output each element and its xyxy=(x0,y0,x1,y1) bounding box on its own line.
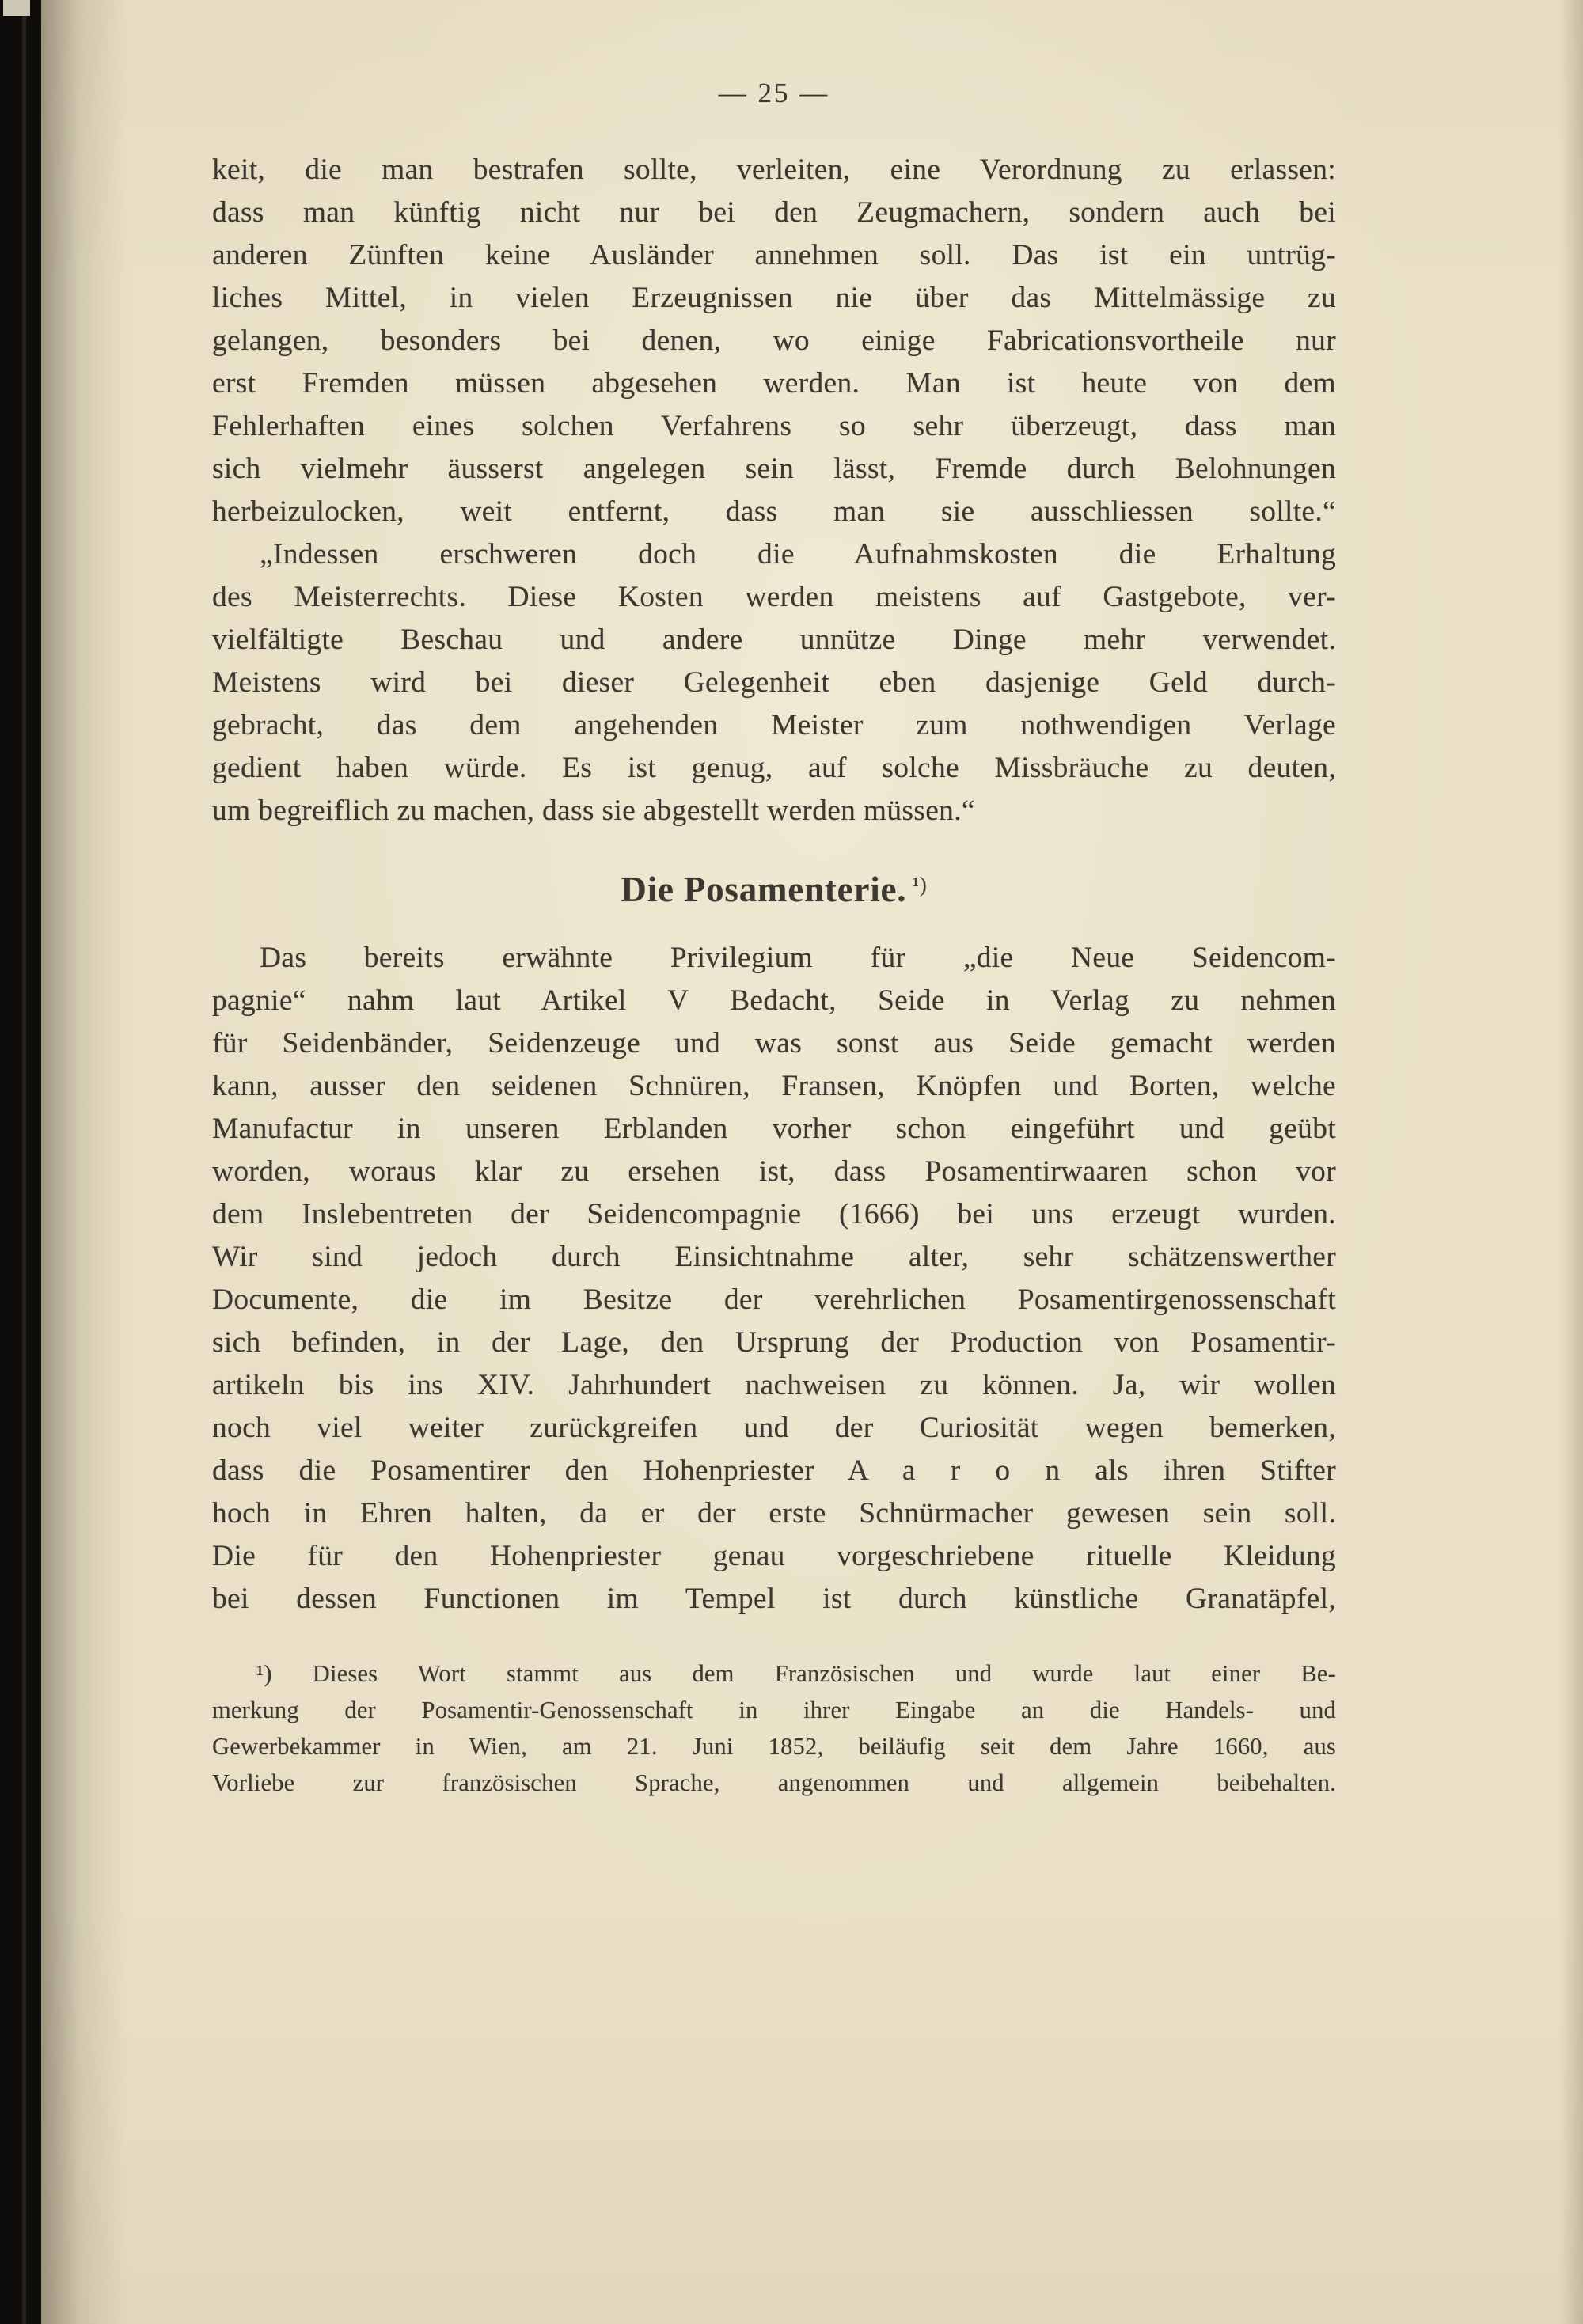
text-line: gedient haben würde. Es ist genug, auf solche Missbräuche zu deuten, xyxy=(212,752,1336,784)
text-line: vielfältigte Beschau und andere unnütze Dinge mehr verwendet. xyxy=(212,624,1336,656)
footnote-reference-mark: ¹) xyxy=(906,873,928,897)
text-line: hoch in Ehren halten, da er der erste Schnürmacher gewesen sein soll. xyxy=(212,1497,1336,1530)
page-number: — 25 — xyxy=(718,78,830,108)
text-line: für Seidenbänder, Seidenzeuge und was sonst aus Seide gemacht werden xyxy=(212,1027,1336,1060)
text-line: kann, ausser den seidenen Schnüren, Fransen, Knöpfen und Borten, welche xyxy=(212,1070,1336,1102)
text-line: Meistens wird bei dieser Gelegenheit eben dasjenige Geld durch- xyxy=(212,666,1336,699)
text-line: dem Inslebentreten der Seidencompagnie (1666) bei uns erzeugt wurden. xyxy=(212,1198,1336,1230)
text-line: um begreiflich zu machen, dass sie abgestellt werden müssen.“ xyxy=(212,794,975,827)
text-line: worden, woraus klar zu ersehen ist, dass Posamentirwaaren schon vor xyxy=(212,1155,1336,1188)
text-line: pagnie“ nahm laut Artikel V Bedacht, Seide in Verlag zu nehmen xyxy=(212,984,1336,1017)
text-line: dass die Posamentirer den Hohenpriester A a r o n als ihren Stifter xyxy=(212,1454,1336,1487)
text-line: Vorliebe zur französischen Sprache, angenommen und allgemein beibehalten. xyxy=(212,1769,1336,1796)
text-line: Das bereits erwähnte Privilegium für „die Neue Seidencom- xyxy=(260,942,1336,974)
text-line: noch viel weiter zurückgreifen und der Curiosität wegen bemerken, xyxy=(212,1412,1336,1444)
text-line: artikeln bis ins XIV. Jahrhundert nachweisen zu können. Ja, wir wollen xyxy=(212,1369,1336,1401)
body-paragraph xyxy=(212,149,1336,533)
text-line: ¹) Dieses Wort stammt aus dem Französischen und wurde laut einer Be- xyxy=(256,1660,1336,1687)
text-line: anderen Zünften keine Ausländer annehmen soll. Das ist ein untrüg- xyxy=(212,239,1336,271)
text-line: sich befinden, in der Lage, den Ursprung der Production von Posamentir- xyxy=(212,1326,1336,1359)
body-paragraph xyxy=(212,937,1336,1621)
body-paragraph xyxy=(212,533,1336,832)
text-line: Documente, die im Besitze der verehrlichen Posamentirgenossenschaft xyxy=(212,1283,1336,1316)
text-line: merkung der Posamentir-Genossenschaft in ihrer Eingabe an die Handels- und xyxy=(212,1697,1336,1723)
section-heading xyxy=(212,869,1336,910)
text-line: gebracht, das dem angehenden Meister zum nothwendigen Verlage xyxy=(212,709,1336,741)
binding-groove xyxy=(22,0,26,2324)
text-line: erst Fremden müssen abgesehen werden. Man ist heute von dem xyxy=(212,367,1336,400)
text-line: Gewerbekammer in Wien, am 21. Juni 1852, beiläufig seit dem Jahre 1660, aus xyxy=(212,1733,1336,1760)
text-line: liches Mittel, in vielen Erzeugnissen nie über das Mittelmässige zu xyxy=(212,282,1336,314)
text-line: sich vielmehr äusserst angelegen sein lässt, Fremde durch Belohnungen xyxy=(212,453,1336,485)
text-line: keit, die man bestrafen sollte, verleiten, eine Verordnung zu erlassen: xyxy=(212,154,1336,186)
text-line: Manufactur in unseren Erblanden vorher schon eingeführt und geübt xyxy=(212,1113,1336,1145)
text-line: des Meisterrechts. Diese Kosten werden meistens auf Gastgebote, ver- xyxy=(212,581,1336,613)
book-binding-edge xyxy=(0,0,41,2324)
scan-corner-artifact xyxy=(3,0,30,16)
text-line: „Indessen erschweren doch die Aufnahmskosten die Erhaltung xyxy=(260,538,1336,571)
text-line: Fehlerhaften eines solchen Verfahrens so sehr überzeugt, dass man xyxy=(212,410,1336,442)
text-line: Wir sind jedoch durch Einsichtnahme alter, sehr schätzenswerther xyxy=(212,1241,1336,1273)
text-line: herbeizulocken, weit entfernt, dass man sie ausschliessen sollte.“ xyxy=(212,495,1336,528)
binding-shadow xyxy=(41,0,128,2324)
text-line: Die für den Hohenpriester genau vorgeschriebene rituelle Kleidung xyxy=(212,1540,1336,1572)
page-right-edge-shade xyxy=(1559,0,1583,2324)
text-line: bei dessen Functionen im Tempel ist durch künstliche Granatäpfel, xyxy=(212,1583,1336,1615)
footnote-block xyxy=(212,1655,1336,1801)
text-block xyxy=(212,78,1336,1801)
text-line: gelangen, besonders bei denen, wo einige Fabricationsvortheile nur xyxy=(212,324,1336,357)
text-line: dass man künftig nicht nur bei den Zeugmachern, sondern auch bei xyxy=(212,196,1336,229)
section-heading-text: Die Posamenterie. xyxy=(621,870,907,909)
